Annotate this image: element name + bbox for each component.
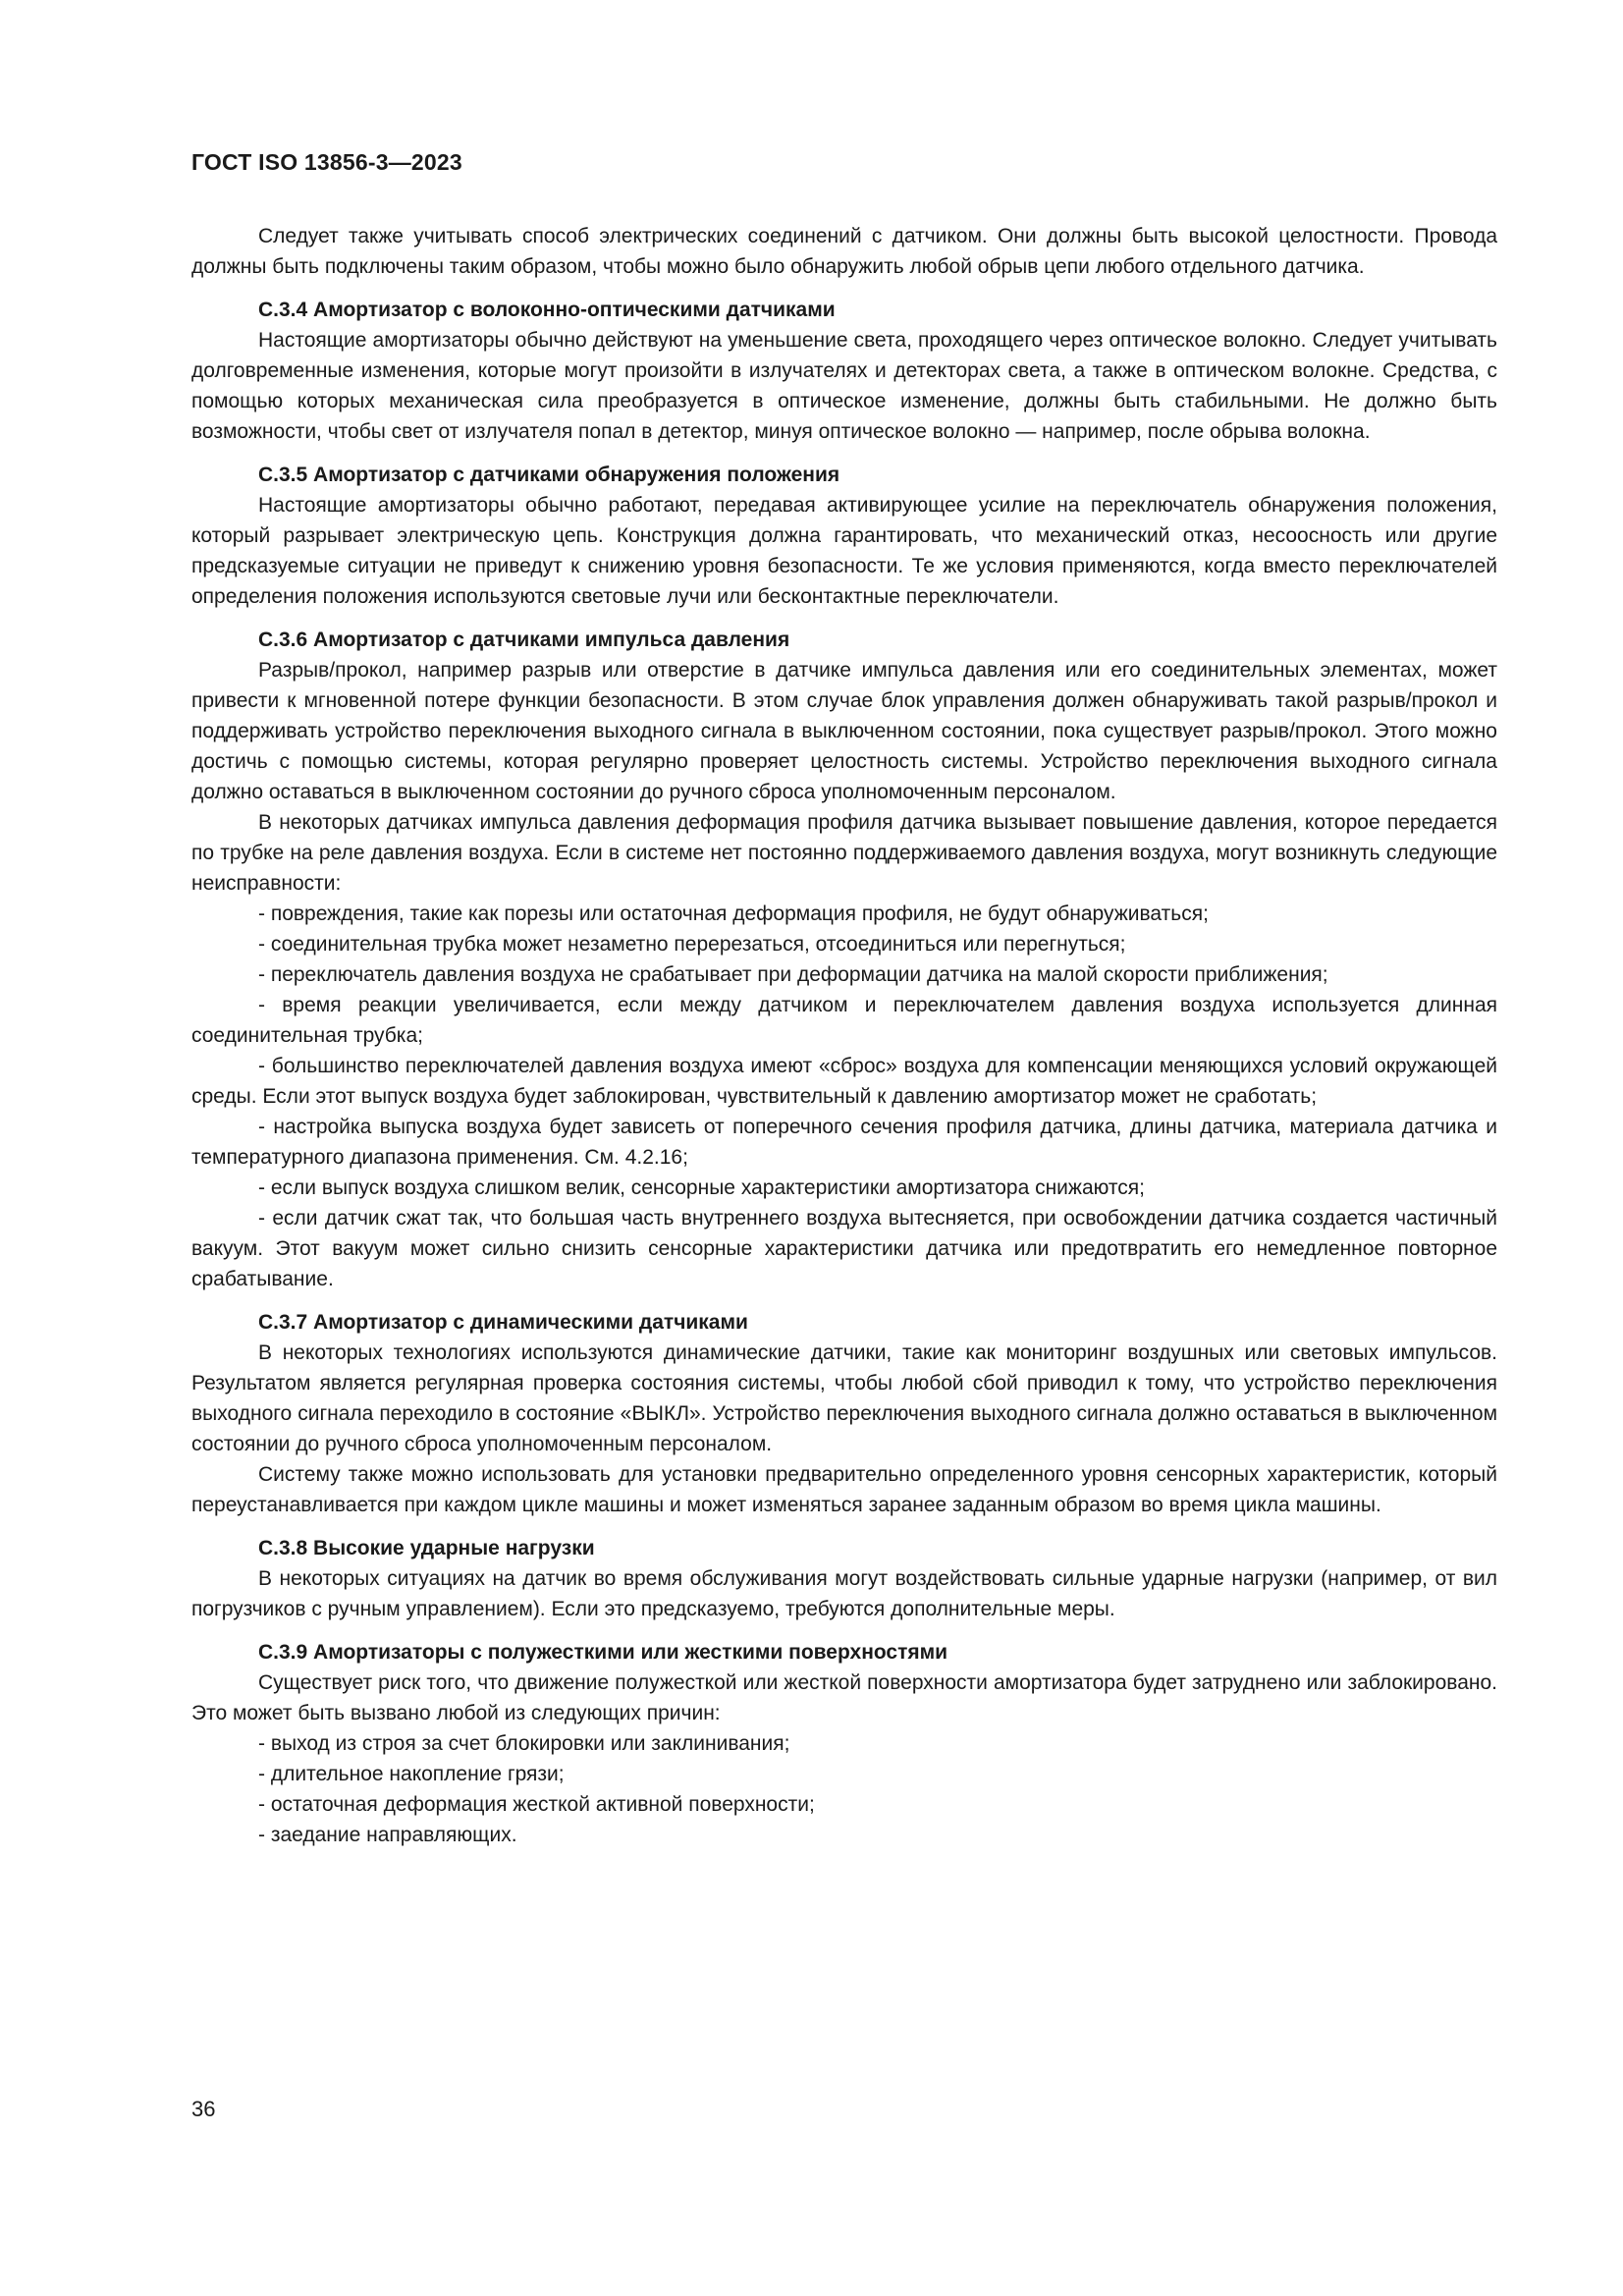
list-item: - если выпуск воздуха слишком велик, сенсорные характеристики амортизатора снижаются; [258, 1176, 1146, 1199]
list-item: - повреждения, такие как порезы или остаточная деформация профиля, не будут обнаруживаться; [258, 902, 1209, 925]
section-heading-c-3-7: С.3.7 Амортизатор с динамическими датчиками [258, 1311, 748, 1334]
paragraph: Существует риск того, что движение полужесткой или жесткой поверхности амортизатора будет затруднено или заблокировано. Это может быть вызвано любой из следующих причин: [191, 1671, 1497, 1724]
paragraph: В некоторых датчиках импульса давления деформация профиля датчика вызывает повышение давления, которое передается по трубке на реле давления воздуха. Если в системе нет постоянно поддерживаемого давления воздуха, могут возникнуть следующие неисправности: [191, 811, 1497, 895]
paragraph: Разрыв/прокол, например разрыв или отверстие в датчике импульса давления или его соединительных элементах, может привести к мгновенной потере функции безопасности. В этом случае блок управления должен обнаруживать такой разрыв/прокол и поддерживать устройство переключения выходного сигнала в выключенном состоянии, пока существует разрыв/прокол. Этого можно достичь с помощью системы, которая регулярно проверяет целостность системы. Устройство переключения выходного сигнала должно оставаться в выключенном состоянии до ручного сброса уполномоченным персоналом. [191, 659, 1497, 803]
paragraph: В некоторых технологиях используются динамические датчики, такие как мониторинг воздушных или световых импульсов. Результатом является регулярная проверка состояния системы, чтобы любой сбой приводил к тому, что устройство переключения выходного сигнала переходило в состояние «ВЫКЛ». Устройство переключения выходного сигнала должно оставаться в выключенном состоянии до ручного сброса уполномоченным персоналом. [191, 1341, 1497, 1455]
paragraph: Настоящие амортизаторы обычно действуют на уменьшение света, проходящего через оптическое волокно. Следует учитывать долговременные изменения, которые могут произойти в излучателях и детекторах света, а также в оптическом волокне. Средства, с помощью которых механическая сила преобразуется в оптическое изменение, должны быть стабильными. Не должно быть возможности, чтобы свет от излучателя попал в детектор, минуя оптическое волокно — например, после обрыва волокна. [191, 329, 1497, 443]
list-item: - заедание направляющих. [258, 1824, 517, 1846]
paragraph: В некоторых ситуациях на датчик во время обслуживания могут воздействовать сильные ударные нагрузки (например, от вил погрузчиков с ручным управлением). Если это предсказуемо, требуются дополнительные меры. [191, 1567, 1497, 1620]
list-item: - выход из строя за счет блокировки или заклинивания; [258, 1732, 790, 1755]
section-heading-c-3-5: С.3.5 Амортизатор с датчиками обнаружения положения [258, 464, 840, 486]
list-item: - переключатель давления воздуха не срабатывает при деформации датчика на малой скорости приближения; [258, 963, 1328, 986]
list-item: - настройка выпуска воздуха будет зависеть от поперечного сечения профиля датчика, длины датчика, материала датчика и температурного диапазона применения. См. 4.2.16; [191, 1116, 1497, 1169]
list-item: - время реакции увеличивается, если между датчиком и переключателем давления воздуха используется длинная соединительная трубка; [191, 994, 1497, 1047]
section-heading-c-3-8: С.3.8 Высокие ударные нагрузки [258, 1537, 595, 1559]
document-body [191, 221, 1497, 1850]
section-heading-c-3-9: С.3.9 Амортизаторы с полужесткими или жесткими поверхностями [258, 1641, 948, 1664]
page-number: 36 [191, 2097, 216, 2121]
list-item: - длительное накопление грязи; [258, 1763, 565, 1785]
document-header: ГОСТ ISO 13856-3—2023 [191, 149, 462, 175]
list-item: - большинство переключателей давления воздуха имеют «сброс» воздуха для компенсации меняющихся условий окружающей среды. Если этот выпуск воздуха будет заблокирован, чувствительный к давлению амортизатор может не сработать; [191, 1055, 1497, 1108]
paragraph: Следует также учитывать способ электрических соединений с датчиком. Они должны быть высокой целостности. Провода должны быть подключены таким образом, чтобы можно было обнаружить любой обрыв цепи любого отдельного датчика. [191, 225, 1497, 278]
paragraph: Настоящие амортизаторы обычно работают, передавая активирующее усилие на переключатель обнаружения положения, который разрывает электрическую цепь. Конструкция должна гарантировать, что механический отказ, несоосность или другие предсказуемые ситуации не приведут к снижению уровня безопасности. Те же условия применяются, когда вместо переключателей определения положения используются световые лучи или бесконтактные переключатели. [191, 494, 1497, 608]
section-heading-c-3-4: С.3.4 Амортизатор с волоконно-оптическими датчиками [258, 299, 836, 321]
list-item: - остаточная деформация жесткой активной поверхности; [258, 1793, 815, 1816]
list-item: - если датчик сжат так, что большая часть внутреннего воздуха вытесняется, при освобождении датчика создается частичный вакуум. Этот вакуум может сильно снизить сенсорные характеристики датчика или предотвратить его немедленное повторное срабатывание. [191, 1207, 1497, 1290]
paragraph: Систему также можно использовать для установки предварительно определенного уровня сенсорных характеристик, который переустанавливается при каждом цикле машины и может изменяться заранее заданным образом во время цикла машины. [191, 1463, 1497, 1516]
list-item: - соединительная трубка может незаметно перерезаться, отсоединиться или перегнуться; [258, 933, 1126, 956]
section-heading-c-3-6: С.3.6 Амортизатор с датчиками импульса давления [258, 629, 790, 651]
